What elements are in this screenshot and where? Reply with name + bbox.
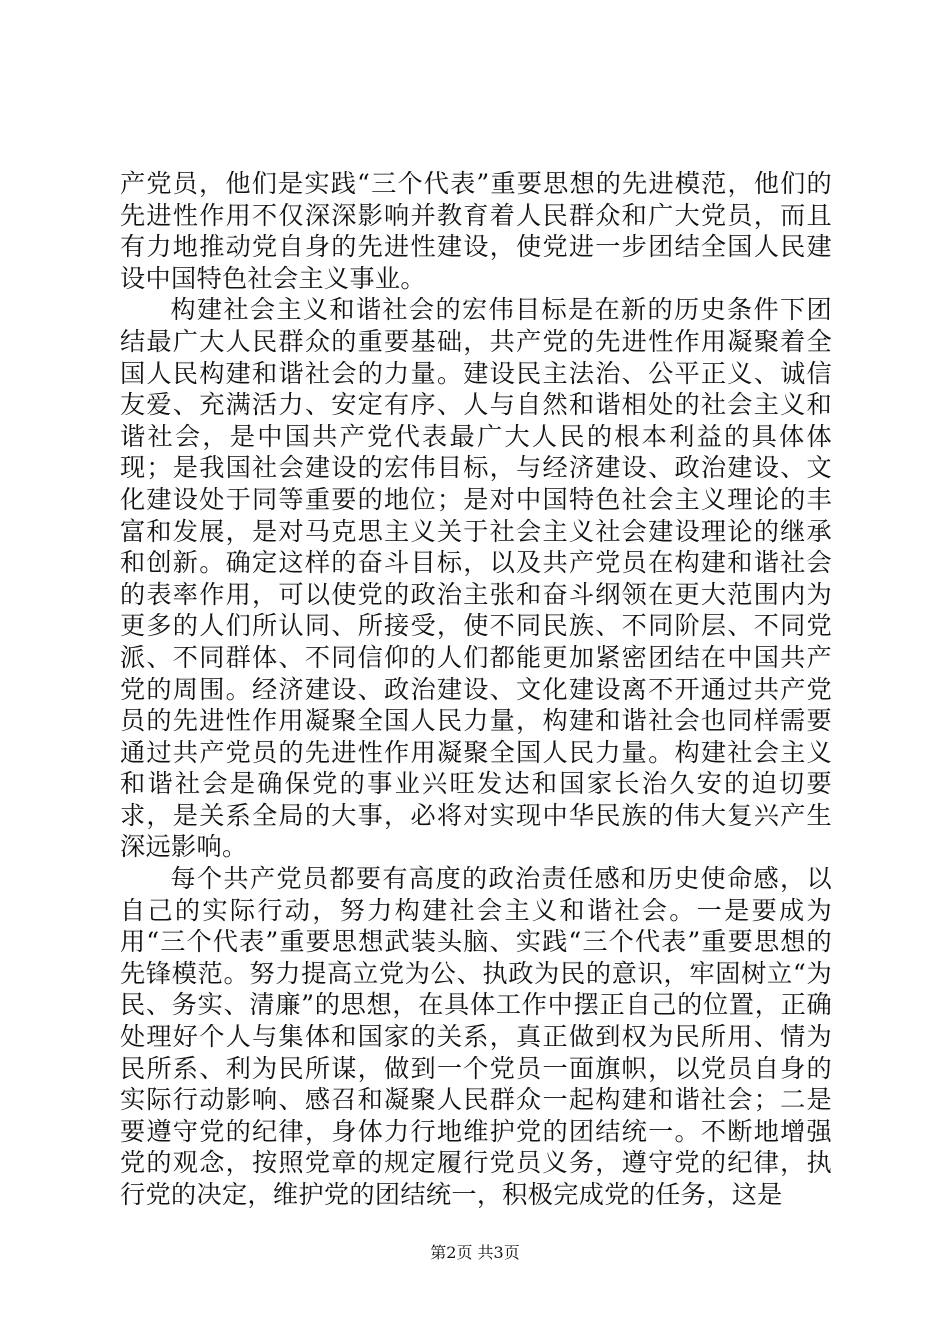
paragraph-party-member-duties: 每个共产党员都要有高度的政治责任感和历史使命感，以自己的实际行动，努力构建社会主义和谐社会。一是要成为用“三个代表”重要思想武装头脑、实践“三个代表”重要思想的先锋模范。努力提高立党为公、执政为民的意识，牢固树立“为民、务实、清廉”的思想，在具体工作中摆正自己的位置，正确处理好个人与集体和国家的关系，真正做到权为民所用、情为民所系、利为民所谋，做到一个党员一面旗帜，以党员自身的实际行动影响、感召和凝聚人民群众一起构建和谐社会；二是要遵守党的纪律，身体力行地维护党的团结统一。不断地增强党的观念，按照党章的规定履行党员义务，遵守党的纪律，执行党的决定，维护党的团结统一，积极完成党的任务，这是 xyxy=(120,864,832,1209)
page-number-footer: 第2页 共3页 xyxy=(430,1243,520,1262)
paragraph-harmonious-society-goal: 构建社会主义和谐社会的宏伟目标是在新的历史条件下团结最广大人民群众的重要基础，共产党的先进性作用凝聚着全国人民构建和谐社会的力量。建设民主法治、公平正义、诚信友爱、充满活力、安定有序、人与自然和谐相处的社会主义和谐社会，是中国共产党代表最广大人民的根本利益的具体体现；是我国社会建设的宏伟目标，与经济建设、政治建设、文化建设处于同等重要的地位；是对中国特色社会主义理论的丰富和发展，是对马克思主义关于社会主义社会建设理论的继承和创新。确定这样的奋斗目标，以及共产党员在构建和谐社会的表率作用，可以使党的政治主张和奋斗纲领在更大范围内为更多的人们所认同、所接受，使不同民族、不同阶层、不同党派、不同群体、不同信仰的人们都能更加紧密团结在中国共产党的周围。经济建设、政治建设、文化建设离不开通过共产党员的先进性作用凝聚全国人民力量，构建和谐社会也同样需要通过共产党员的先进性作用凝聚全国人民力量。构建社会主义和谐社会是确保党的事业兴旺发达和国家长治久安的迫切要求，是关系全局的大事，必将对实现中华民族的伟大复兴产生深远影响。 xyxy=(120,295,832,862)
paragraph-continuation: 产党员，他们是实践“三个代表”重要思想的先进模范，他们的先进性作用不仅深深影响并教育着人民群众和广大党员，而且有力地推动党自身的先进性建设，使党进一步团结全国人民建设中国特色社会主义事业。 xyxy=(120,169,832,293)
document-body xyxy=(120,168,832,1211)
